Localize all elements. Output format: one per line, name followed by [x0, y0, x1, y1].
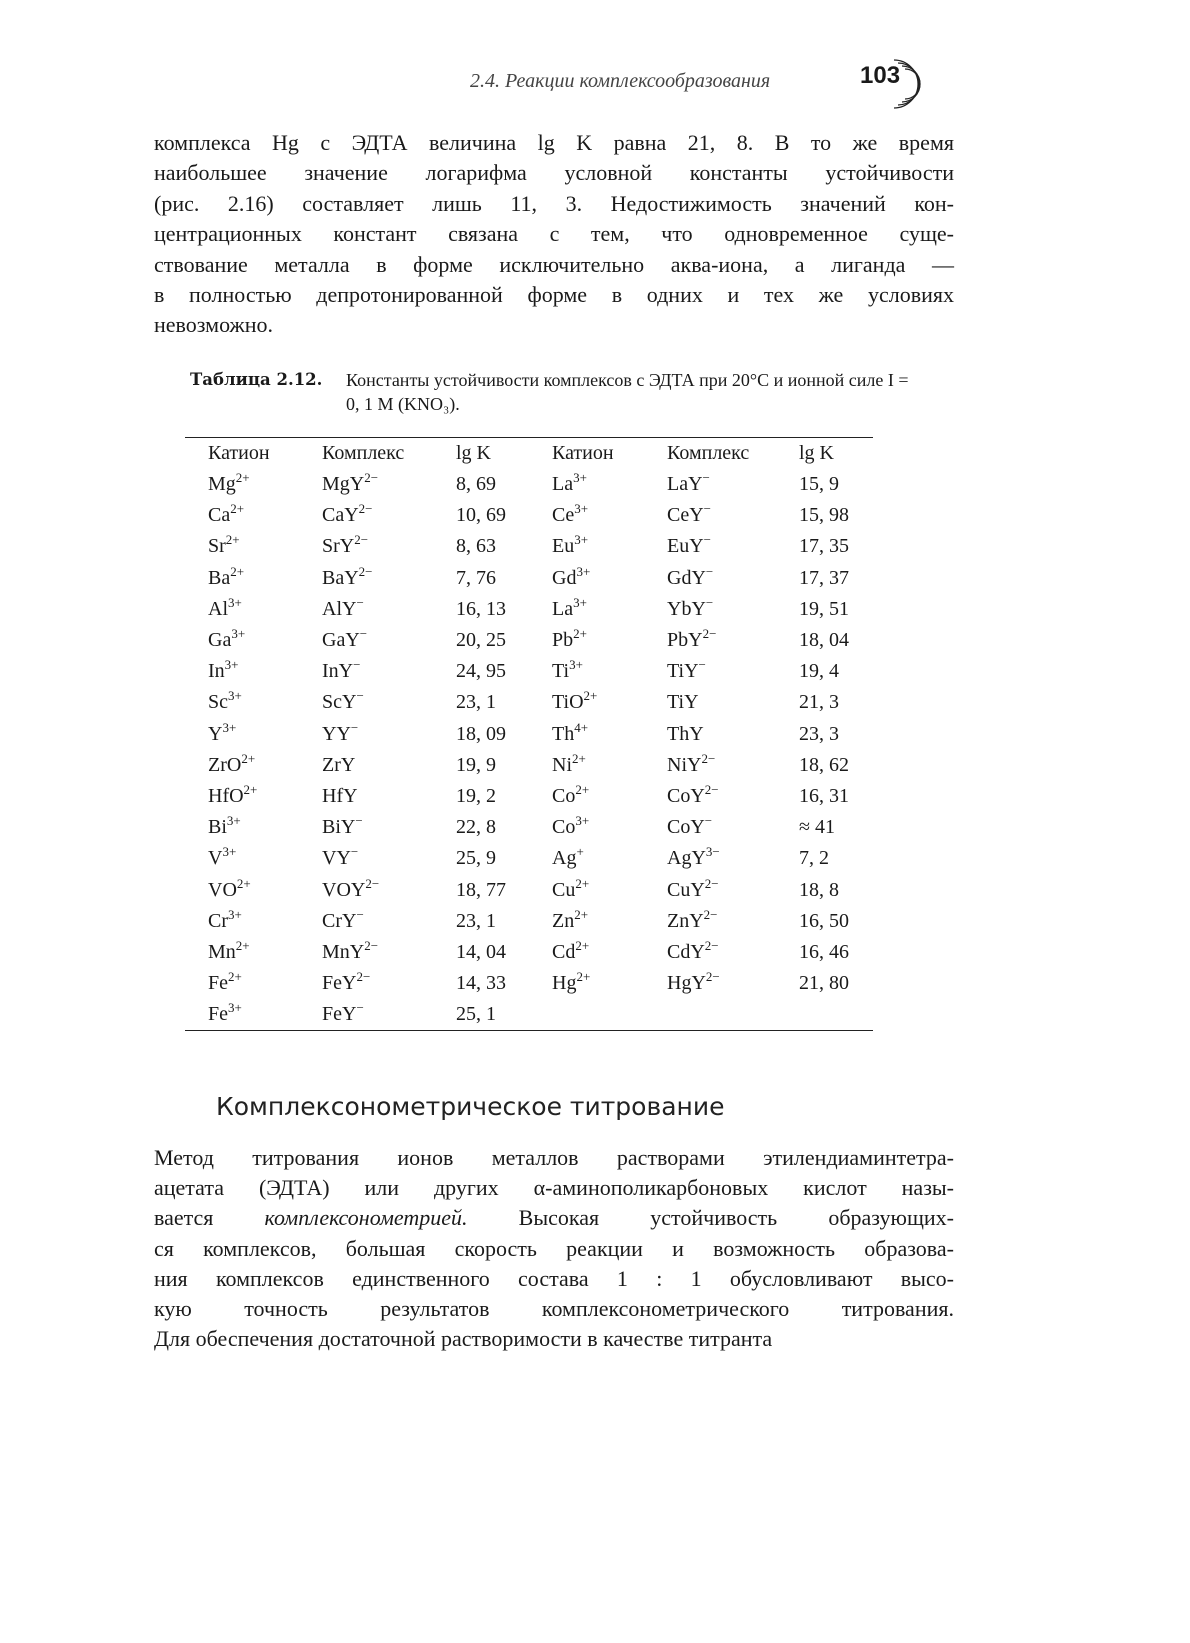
- complex-cell: [667, 874, 799, 905]
- formula: CeY: [667, 504, 704, 527]
- charge: 3+: [228, 594, 242, 610]
- formula: InY: [322, 660, 354, 683]
- complex-cell: [322, 968, 456, 999]
- text-line: Для обеспечения достаточной растворимости в качестве титранта: [154, 1326, 773, 1352]
- charge: 3+: [222, 844, 237, 860]
- formula: MgY: [322, 473, 365, 496]
- formula: CdY: [667, 940, 705, 963]
- complex-cell: [322, 687, 456, 718]
- lgk-cell: 18, 62: [799, 753, 849, 776]
- cation-cell: [552, 469, 667, 500]
- cation-cell: [185, 874, 322, 905]
- formula: Sr: [208, 535, 226, 558]
- cation-cell: [552, 563, 667, 594]
- charge: 2+: [572, 750, 586, 766]
- charge: 2+: [576, 969, 591, 985]
- cation-cell: [185, 469, 322, 500]
- column-header: Комплекс: [667, 442, 750, 464]
- formula: Ti: [552, 660, 570, 683]
- complex-cell: [667, 625, 799, 656]
- charge: 3+: [575, 813, 590, 829]
- lgk-cell: 8, 69: [456, 473, 496, 496]
- complex-cell: [322, 531, 456, 562]
- complex-cell: [322, 563, 456, 594]
- formula: Al: [208, 597, 228, 620]
- cation-cell: [185, 719, 322, 750]
- charge: 3+: [569, 657, 583, 673]
- lgk-cell: 21, 80: [799, 972, 849, 995]
- charge: 3+: [576, 563, 591, 579]
- text-line: Метод титрования ионов металлов растворами этилендиаминтетра-: [154, 1145, 954, 1170]
- formula: Gd: [552, 566, 577, 589]
- table-row: [185, 812, 873, 843]
- charge: 2−: [358, 501, 373, 517]
- charge: −: [705, 594, 714, 610]
- charge: 2−: [364, 937, 379, 953]
- charge: −: [353, 657, 361, 673]
- charge: 3−: [705, 844, 720, 860]
- formula: Zn: [552, 909, 575, 932]
- complex-cell: [667, 781, 799, 812]
- charge: −: [355, 813, 363, 829]
- text-line: комплекса Hg с ЭДТА величина lg K равна 21, 8. В то же время: [154, 130, 954, 155]
- table-row: [185, 625, 873, 656]
- formula: Eu: [552, 535, 575, 558]
- charge: −: [702, 470, 710, 486]
- complex-cell: [667, 906, 799, 937]
- cation-cell: [185, 937, 322, 968]
- page-number-ornament-icon: [890, 56, 950, 112]
- formula: Ba: [208, 566, 231, 589]
- lgk-cell: 17, 37: [799, 566, 849, 589]
- text-line: ся комплексов, большая скорость реакции и возможность образова-: [154, 1235, 954, 1261]
- lgk-cell: 18, 8: [799, 878, 839, 901]
- formula: La: [552, 473, 574, 496]
- formula: Fe: [208, 972, 228, 995]
- charge: 2−: [704, 937, 719, 953]
- lgk-cell: 23, 1: [456, 909, 496, 932]
- charge: −: [356, 906, 364, 922]
- formula: ZrO: [208, 753, 242, 776]
- formula: Fe: [208, 1003, 228, 1026]
- formula: Sc: [208, 691, 228, 714]
- cation-cell: [552, 781, 667, 812]
- text-line: невозможно.: [154, 312, 274, 338]
- complex-cell: [667, 843, 799, 874]
- cation-cell: [552, 843, 667, 874]
- cation-cell: [552, 874, 667, 905]
- page-number: 103: [860, 62, 901, 89]
- paragraph-intro: [154, 128, 954, 341]
- formula: AlY: [322, 597, 357, 620]
- formula: Pb: [552, 629, 574, 652]
- table-row: [185, 781, 873, 812]
- charge: 2+: [235, 937, 250, 953]
- charge: 2+: [228, 969, 242, 985]
- column-header: lg K: [799, 442, 834, 464]
- table-row: [185, 750, 873, 781]
- charge: 3+: [573, 594, 587, 610]
- complex-cell: [322, 750, 456, 781]
- charge: 3+: [574, 532, 589, 548]
- lgk-cell: 23, 3: [799, 722, 839, 745]
- charge: −: [698, 657, 706, 673]
- charge: −: [705, 563, 714, 579]
- table-row: [185, 594, 873, 625]
- formula: ThY: [667, 722, 704, 745]
- charge: 2+: [583, 688, 598, 704]
- complex-cell: [667, 812, 799, 843]
- formula: MnY: [322, 940, 365, 963]
- complex-cell: [322, 937, 456, 968]
- formula: ScY: [322, 691, 357, 714]
- formula: Cr: [208, 909, 228, 932]
- charge: 3+: [226, 813, 241, 829]
- lgk-cell: 19, 4: [799, 660, 839, 683]
- formula: BiY: [322, 816, 356, 839]
- cation-cell: [552, 531, 667, 562]
- formula: ZrY: [322, 753, 356, 776]
- formula: VY: [322, 847, 351, 870]
- charge: 3+: [573, 470, 587, 486]
- charge: 4+: [574, 719, 589, 735]
- lgk-cell: 8, 63: [456, 535, 496, 558]
- cation-cell: [185, 625, 322, 656]
- formula: VOY: [322, 878, 366, 901]
- formula: CuY: [667, 878, 705, 901]
- lgk-cell: 23, 1: [456, 691, 496, 714]
- table-caption-label: Таблица 2.12.: [190, 370, 323, 389]
- lgk-cell: 7, 2: [799, 847, 829, 870]
- charge: 2−: [364, 470, 379, 486]
- text-line: наибольшее значение логарифма условной константы устойчивости: [154, 160, 954, 186]
- lgk-cell: 10, 69: [456, 504, 506, 527]
- cation-cell: [185, 563, 322, 594]
- complex-cell: [322, 874, 456, 905]
- cation-cell: [552, 906, 667, 937]
- text-line: центрационных констант связана с тем, что одновременное суще-: [154, 221, 954, 247]
- lgk-cell: 7, 76: [456, 566, 496, 589]
- cation-cell: [185, 843, 322, 874]
- cation-cell: [552, 625, 667, 656]
- formula: TiO: [552, 691, 584, 714]
- complex-cell: [322, 656, 456, 687]
- cation-cell: [185, 687, 322, 718]
- charge: 3+: [222, 719, 237, 735]
- formula: HgY: [667, 972, 706, 995]
- column-header: Катион: [208, 442, 270, 464]
- formula: Ca: [208, 504, 231, 527]
- lgk-cell: 25, 9: [456, 847, 496, 870]
- formula: FeY: [322, 1003, 357, 1026]
- complex-cell: [667, 594, 799, 625]
- lgk-cell: 16, 13: [456, 597, 506, 620]
- complex-cell: [667, 563, 799, 594]
- charge: 3+: [574, 501, 589, 517]
- formula: Mg: [208, 473, 236, 496]
- cation-cell: [185, 968, 322, 999]
- lgk-cell: 25, 1: [456, 1003, 496, 1026]
- section-heading: Комплексонометрическое титрование: [216, 1092, 725, 1121]
- lgk-cell: 17, 35: [799, 535, 849, 558]
- complex-cell: [667, 531, 799, 562]
- stability-constants-table: [185, 437, 873, 1031]
- table-row: [185, 531, 873, 562]
- cation-cell: [185, 500, 322, 531]
- charge: 2+: [243, 781, 258, 797]
- charge: −: [356, 688, 364, 704]
- complex-cell: [322, 469, 456, 500]
- formula: CoY: [667, 816, 705, 839]
- lgk-cell: ≈ 41: [799, 816, 835, 839]
- text-line: в полностью депротонированной форме в одних и тех же условиях: [154, 282, 954, 308]
- table-bottom-rule: [185, 1030, 873, 1031]
- lgk-cell: 19, 9: [456, 753, 496, 776]
- charge: 2−: [358, 563, 373, 579]
- formula: Mn: [208, 940, 236, 963]
- formula: Bi: [208, 816, 227, 839]
- formula: HfY: [322, 784, 358, 807]
- charge: −: [350, 719, 359, 735]
- table-row: [185, 656, 873, 687]
- charge: 2−: [705, 969, 720, 985]
- lgk-cell: 15, 98: [799, 504, 849, 527]
- lgk-cell: 21, 3: [799, 691, 839, 714]
- formula: La: [552, 597, 574, 620]
- lgk-cell: 18, 77: [456, 878, 506, 901]
- table-row: [185, 687, 873, 718]
- complex-cell: [322, 906, 456, 937]
- formula: Ga: [208, 629, 232, 652]
- formula: TiY: [667, 691, 699, 714]
- cation-cell: [185, 906, 322, 937]
- charge: 2−: [701, 750, 716, 766]
- lgk-cell: [799, 999, 873, 1030]
- formula: YY: [322, 722, 351, 745]
- table-row: [185, 500, 873, 531]
- charge: −: [356, 1000, 364, 1016]
- charge: 2+: [236, 875, 251, 891]
- formula: AgY: [667, 847, 706, 870]
- table-header-row: [185, 438, 873, 469]
- formula: CoY: [667, 784, 705, 807]
- complex-cell: [322, 594, 456, 625]
- charge: 2−: [704, 781, 719, 797]
- complex-cell: [667, 968, 799, 999]
- formula: Ce: [552, 504, 575, 527]
- formula: VO: [208, 878, 237, 901]
- cation-cell: [552, 999, 667, 1030]
- complex-cell: [667, 656, 799, 687]
- charge: 2+: [230, 501, 245, 517]
- formula: Hg: [552, 972, 577, 995]
- table-row: [185, 469, 873, 500]
- lgk-cell: 14, 04: [456, 940, 506, 963]
- running-header-title: 2.4. Реакции комплексообразования: [470, 70, 771, 92]
- cation-cell: [185, 999, 322, 1030]
- table-row: [185, 719, 873, 750]
- lgk-cell: 15, 9: [799, 473, 839, 496]
- column-header: Комплекс: [322, 442, 405, 464]
- charge: 3+: [228, 688, 242, 704]
- charge: −: [359, 626, 368, 642]
- charge: 3+: [228, 906, 242, 922]
- charge: 2+: [575, 937, 590, 953]
- cation-cell: [552, 656, 667, 687]
- charge: −: [356, 594, 364, 610]
- cation-cell: [552, 968, 667, 999]
- charge: 2+: [241, 750, 256, 766]
- running-header: [470, 62, 950, 106]
- cation-cell: [552, 687, 667, 718]
- charge: 2−: [704, 875, 719, 891]
- complex-cell: [667, 500, 799, 531]
- lgk-cell: 20, 25: [456, 629, 506, 652]
- formula: V: [208, 847, 223, 870]
- charge: −: [350, 844, 359, 860]
- formula: EuY: [667, 535, 704, 558]
- formula: Ni: [552, 753, 572, 776]
- cation-cell: [185, 656, 322, 687]
- lgk-cell: 24, 95: [456, 660, 506, 683]
- formula: Cu: [552, 878, 576, 901]
- table-row: [185, 874, 873, 905]
- lgk-cell: 22, 8: [456, 816, 496, 839]
- text-line: ацетата (ЭДТА) или других α-аминополикарбоновых кислот назы-: [154, 1175, 954, 1201]
- charge: 2−: [702, 626, 717, 642]
- complex-cell: [667, 999, 799, 1030]
- table-row: [185, 937, 873, 968]
- formula: GdY: [667, 566, 706, 589]
- charge: 2−: [356, 969, 371, 985]
- lgk-cell: 18, 04: [799, 629, 849, 652]
- formula: BaY: [322, 566, 359, 589]
- formula: SrY: [322, 535, 355, 558]
- text-line: (рис. 2.16) составляет лишь 11, 3. Недостижимость значений кон-: [154, 190, 954, 216]
- lgk-cell: 16, 31: [799, 784, 849, 807]
- charge: 2−: [354, 532, 369, 548]
- cation-cell: [552, 594, 667, 625]
- charge: 2−: [365, 875, 380, 891]
- charge: −: [703, 532, 712, 548]
- formula: Y: [208, 722, 223, 745]
- charge: 2+: [235, 470, 250, 486]
- cation-cell: [552, 812, 667, 843]
- table-row: [185, 563, 873, 594]
- text-line: ствование металла в форме исключительно аква-иона, а лиганда —: [154, 251, 954, 277]
- formula: TiY: [667, 660, 699, 683]
- charge: 2−: [703, 906, 718, 922]
- cation-cell: [552, 937, 667, 968]
- complex-cell: [322, 781, 456, 812]
- formula: Ag: [552, 847, 577, 870]
- lgk-cell: 19, 2: [456, 784, 496, 807]
- complex-cell: [322, 500, 456, 531]
- cation-cell: [185, 781, 322, 812]
- complex-cell: [667, 719, 799, 750]
- formula: Co: [552, 816, 576, 839]
- formula: HfO: [208, 784, 244, 807]
- charge: 3+: [224, 657, 239, 673]
- column-header: Катион: [552, 442, 614, 464]
- formula: Cd: [552, 940, 576, 963]
- table-row: [185, 843, 873, 874]
- cation-cell: [552, 750, 667, 781]
- complex-cell: [667, 750, 799, 781]
- complex-cell: [322, 625, 456, 656]
- complex-cell: [322, 812, 456, 843]
- complex-cell: [322, 719, 456, 750]
- lgk-cell: 16, 50: [799, 909, 849, 932]
- formula: Th: [552, 722, 575, 745]
- cation-cell: [185, 594, 322, 625]
- text-line: ния комплексов единственного состава 1 : 1 обусловливают высо-: [154, 1265, 954, 1291]
- cation-cell: [185, 750, 322, 781]
- column-header: lg K: [456, 442, 491, 464]
- complex-cell: [667, 937, 799, 968]
- cation-cell: [185, 812, 322, 843]
- formula: YbY: [667, 597, 706, 620]
- text-line: кую точность результатов комплексонометрического титрования.: [154, 1296, 954, 1322]
- cation-cell: [552, 500, 667, 531]
- charge: 2+: [225, 532, 240, 548]
- charge: 2+: [575, 875, 590, 891]
- paragraph-complexometry: [154, 1143, 954, 1354]
- formula: CaY: [322, 504, 359, 527]
- complex-cell: [667, 687, 799, 718]
- charge: 2+: [574, 906, 589, 922]
- formula: GaY: [322, 629, 360, 652]
- lgk-cell: 14, 33: [456, 972, 506, 995]
- table-row: [185, 906, 873, 937]
- table-row: [185, 999, 873, 1030]
- charge: −: [704, 813, 713, 829]
- formula: In: [208, 660, 225, 683]
- charge: 2+: [573, 626, 587, 642]
- complex-cell: [322, 843, 456, 874]
- charge: −: [703, 501, 712, 517]
- charge: 3+: [228, 1000, 242, 1016]
- charge: 2+: [230, 563, 245, 579]
- lgk-cell: 18, 09: [456, 722, 506, 745]
- formula: Co: [552, 784, 576, 807]
- complex-cell: [322, 999, 456, 1030]
- formula: ZnY: [667, 909, 704, 932]
- formula: FeY: [322, 972, 357, 995]
- charge: 3+: [231, 626, 246, 642]
- charge: 2+: [575, 781, 590, 797]
- cation-cell: [185, 531, 322, 562]
- complex-cell: [667, 469, 799, 500]
- formula: PbY: [667, 629, 703, 652]
- table-caption-text: Константы устойчивости комплексов с ЭДТА при 20°C и ионной силе I = 0, 1 M (KNO₃).: [346, 370, 909, 414]
- cation-cell: [552, 719, 667, 750]
- formula: NiY: [667, 753, 702, 776]
- charge: +: [576, 844, 584, 860]
- formula: LaY: [667, 473, 703, 496]
- text-line: вается комплексонометрией. Высокая устойчивость образующих-: [154, 1205, 954, 1231]
- lgk-cell: 16, 46: [799, 940, 849, 963]
- lgk-cell: 19, 51: [799, 597, 849, 620]
- formula: CrY: [322, 909, 357, 932]
- table-row: [185, 968, 873, 999]
